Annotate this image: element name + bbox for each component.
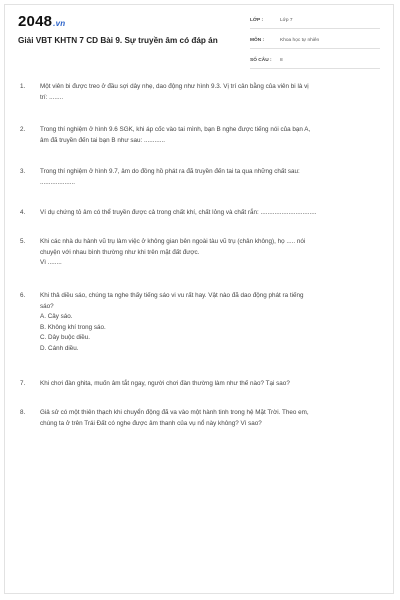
answer-option[interactable]: C. Dây buộc diều. [40, 334, 91, 341]
site-logo[interactable] [18, 13, 65, 30]
question-text: trí: ........ [40, 93, 64, 101]
question-number: 2. [20, 126, 26, 133]
question-number: 5. [20, 238, 26, 245]
question-number: 4. [20, 209, 26, 216]
question-text: Một viên bi được treo ở đầu sợi dây nhẹ, dao động như hình 9.3. Vị trí cân bằng của viên bi là vị [40, 83, 309, 90]
question-text: chuyện với nhau bình thường như khi trên mặt đất được. [40, 248, 200, 256]
question-number: 8. [20, 409, 26, 416]
question-number: 7. [20, 380, 26, 387]
meta-value: Lớp 7 [280, 18, 293, 23]
logo-suffix: .vn [53, 19, 66, 28]
question-text: Ví dụ chứng tỏ âm có thể truyền được cả trong chất khí, chất lỏng và chất rắn: ................................ [40, 209, 317, 216]
meta-row-grade [250, 13, 380, 29]
question-text: .................... [40, 178, 75, 186]
question-5 [20, 237, 380, 269]
meta-label: SỐ CÂU : [250, 58, 272, 63]
meta-value: Khoa học tự nhiên [280, 38, 320, 43]
question-number: 1. [20, 83, 26, 90]
answer-option[interactable]: B. Không khí trong sáo. [40, 323, 106, 331]
question-number: 3. [20, 168, 26, 175]
question-text: Khi các nhà du hành vũ trụ làm việc ở không gian bên ngoài tàu vũ trụ (chân không), họ ..... nói [40, 238, 306, 245]
question-text: Vì ........ [40, 259, 62, 266]
question-number: 6. [20, 292, 26, 299]
question-3 [20, 167, 380, 188]
document-meta [250, 13, 380, 73]
question-text: Khi thả diều sáo, chúng ta nghe thấy tiếng sáo vi vu rất hay. Vật nào đã dao động phát ra tiếng [40, 292, 304, 299]
question-text: Giả sử có một thiên thạch khi chuyển động đã va vào một hành tinh trong hệ Mặt Trời. Theo em, [40, 409, 309, 416]
answer-option[interactable]: A. Cây sáo. [40, 313, 73, 320]
logo-text: 2048 [18, 13, 53, 30]
question-8 [20, 408, 380, 429]
question-6 [20, 291, 380, 354]
meta-label: LỚP : [250, 18, 264, 23]
question-text: chúng ta ở trên Trái Đất có nghe được âm thanh của vụ nổ này không? Vì sao? [40, 419, 262, 427]
question-2 [20, 125, 380, 146]
question-text: âm đã truyền đến tai bạn B như sau: ............ [40, 136, 165, 144]
meta-row-subject [250, 33, 380, 49]
meta-label: MÔN : [250, 38, 265, 43]
document-title: Giải VBT KHTN 7 CD Bài 9. Sự truyền âm có đáp án [18, 36, 218, 45]
question-7 [20, 379, 380, 390]
question-1 [20, 82, 380, 103]
meta-row-count [250, 53, 380, 69]
question-text: Trong thí nghiệm ở hình 9.7, âm do đồng hồ phát ra đã truyền đến tai ta qua những chất sau: [40, 168, 300, 175]
question-text: sáo? [40, 302, 54, 310]
question-text: Trong thí nghiệm ở hình 9.6 SGK, khi áp cốc vào tai mình, bạn B nghe được tiếng nói của bạn A, [40, 126, 311, 133]
question-text: Khi chơi đàn ghita, muốn âm tắt ngay, người chơi đàn thường làm như thế nào? Tại sao? [40, 380, 290, 387]
answer-option[interactable]: D. Cánh diều. [40, 344, 79, 352]
meta-value: 8 [280, 58, 283, 63]
question-4 [20, 208, 380, 219]
